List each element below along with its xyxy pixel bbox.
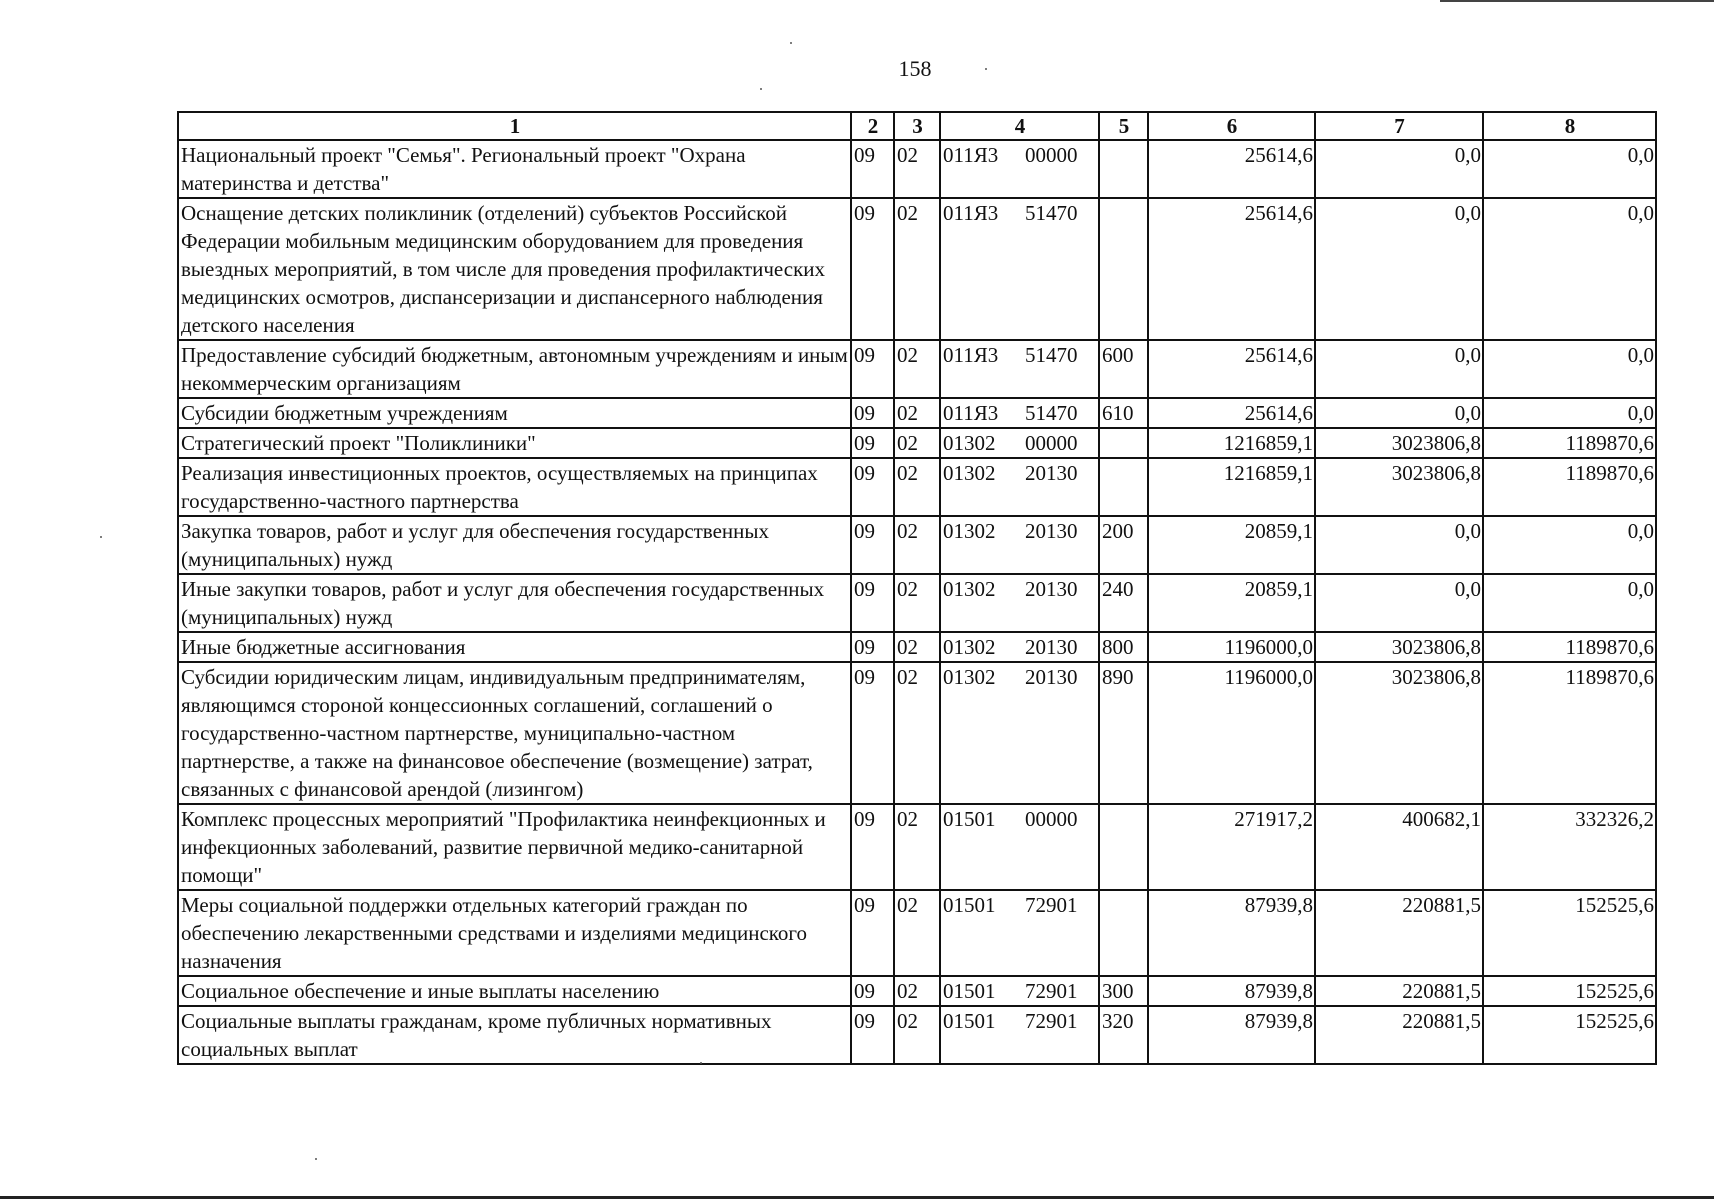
amount-col-8: 0,0 [1483,340,1656,398]
target-article-direction: 20130 [1025,577,1078,601]
table-row [178,1006,1656,1064]
target-article-code [940,976,1099,1006]
target-article-code [940,428,1099,458]
target-article-code [940,198,1099,340]
scan-speck [790,42,792,44]
scan-speck [760,88,762,90]
target-article-direction: 00000 [1025,807,1078,831]
scan-edge-line [1440,0,1714,2]
header-col-8: 8 [1483,112,1656,140]
target-article-direction: 20130 [1025,461,1078,485]
target-article-code [940,890,1099,976]
target-article-code [940,458,1099,516]
subsection-code: 02 [894,398,940,428]
subsection-code: 02 [894,890,940,976]
scan-speck [700,1062,702,1064]
table-row [178,804,1656,890]
subsection-code: 02 [894,662,940,804]
table-row [178,632,1656,662]
amount-col-8: 1189870,6 [1483,428,1656,458]
budget-table [177,111,1657,1065]
amount-col-8: 0,0 [1483,516,1656,574]
row-name: Национальный проект "Семья". Региональный проект "Охрана материнства и детства" [178,140,851,198]
target-article-program: 01302 [943,635,996,659]
amount-col-8: 332326,2 [1483,804,1656,890]
subsection-code: 02 [894,976,940,1006]
table-row [178,198,1656,340]
expense-type-code: 240 [1099,574,1148,632]
scan-speck [100,536,102,538]
row-name: Социальное обеспечение и иные выплаты населению [178,976,851,1006]
row-name: Оснащение детских поликлиник (отделений) субъектов Российской Федерации мобильным медицинским оборудованием для проведения выездных мероприятий, в том числе для проведения профилактических медицинских осмотров, диспансеризации и диспансерного наблюдения детского населения [178,198,851,340]
header-col-4: 4 [940,112,1099,140]
subsection-code: 02 [894,458,940,516]
section-code: 09 [851,428,894,458]
table-row [178,890,1656,976]
amount-col-7: 220881,5 [1315,1006,1483,1064]
section-code: 09 [851,140,894,198]
amount-col-7: 220881,5 [1315,890,1483,976]
table-row [178,140,1656,198]
target-article-program: 01501 [943,979,996,1003]
amount-col-7: 400682,1 [1315,804,1483,890]
table-row [178,976,1656,1006]
row-name: Комплекс процессных мероприятий "Профилактика неинфекционных и инфекционных заболеваний, развитие первичной медико-санитарной помощи" [178,804,851,890]
amount-col-6: 87939,8 [1148,1006,1315,1064]
subsection-code: 02 [894,340,940,398]
expense-type-code: 300 [1099,976,1148,1006]
subsection-code: 02 [894,428,940,458]
target-article-code [940,632,1099,662]
row-name: Предоставление субсидий бюджетным, автономным учреждениям и иным некоммерческим организациям [178,340,851,398]
amount-col-6: 25614,6 [1148,198,1315,340]
amount-col-6: 25614,6 [1148,398,1315,428]
scan-speck [315,1158,317,1160]
target-article-program: 01302 [943,577,996,601]
section-code: 09 [851,804,894,890]
target-article-direction: 51470 [1025,201,1078,225]
target-article-code [940,1006,1099,1064]
section-code: 09 [851,890,894,976]
amount-col-6: 25614,6 [1148,140,1315,198]
table-row [178,458,1656,516]
target-article-direction: 72901 [1025,1009,1078,1033]
subsection-code: 02 [894,140,940,198]
amount-col-6: 1196000,0 [1148,662,1315,804]
subsection-code: 02 [894,804,940,890]
amount-col-7: 3023806,8 [1315,662,1483,804]
scan-speck [985,68,987,70]
amount-col-6: 1216859,1 [1148,428,1315,458]
header-col-3: 3 [894,112,940,140]
row-name: Социальные выплаты гражданам, кроме публичных нормативных социальных выплат [178,1006,851,1064]
target-article-program: 01501 [943,893,996,917]
amount-col-7: 0,0 [1315,516,1483,574]
amount-col-7: 0,0 [1315,140,1483,198]
row-name: Субсидии бюджетным учреждениям [178,398,851,428]
target-article-direction: 20130 [1025,665,1078,689]
amount-col-8: 152525,6 [1483,976,1656,1006]
section-code: 09 [851,340,894,398]
amount-col-8: 152525,6 [1483,890,1656,976]
header-col-6: 6 [1148,112,1315,140]
amount-col-8: 1189870,6 [1483,662,1656,804]
row-name: Стратегический проект "Поликлиники" [178,428,851,458]
section-code: 09 [851,458,894,516]
target-article-program: 01302 [943,431,996,455]
subsection-code: 02 [894,198,940,340]
target-article-code [940,140,1099,198]
expense-type-code: 600 [1099,340,1148,398]
amount-col-6: 87939,8 [1148,976,1315,1006]
target-article-program: 01302 [943,665,996,689]
target-article-code [940,340,1099,398]
target-article-program: 011Я3 [943,401,999,425]
header-col-2: 2 [851,112,894,140]
table-row [178,340,1656,398]
target-article-direction: 20130 [1025,519,1078,543]
target-article-code [940,804,1099,890]
target-article-program: 011Я3 [943,143,999,167]
amount-col-8: 0,0 [1483,140,1656,198]
target-article-program: 01501 [943,1009,996,1033]
amount-col-8: 152525,6 [1483,1006,1656,1064]
amount-col-7: 3023806,8 [1315,458,1483,516]
target-article-code [940,574,1099,632]
expense-type-code [1099,804,1148,890]
row-name: Иные закупки товаров, работ и услуг для обеспечения государственных (муниципальных) нужд [178,574,851,632]
amount-col-8: 0,0 [1483,574,1656,632]
header-col-5: 5 [1099,112,1148,140]
row-name: Меры социальной поддержки отдельных категорий граждан по обеспечению лекарственными средствами и изделиями медицинского назначения [178,890,851,976]
row-name: Иные бюджетные ассигнования [178,632,851,662]
expense-type-code [1099,428,1148,458]
expense-type-code [1099,458,1148,516]
amount-col-7: 0,0 [1315,398,1483,428]
header-row [178,112,1656,140]
amount-col-8: 0,0 [1483,198,1656,340]
row-name: Закупка товаров, работ и услуг для обеспечения государственных (муниципальных) нужд [178,516,851,574]
target-article-direction: 20130 [1025,635,1078,659]
amount-col-6: 25614,6 [1148,340,1315,398]
target-article-direction: 51470 [1025,343,1078,367]
target-article-program: 01302 [943,519,996,543]
table-row [178,574,1656,632]
subsection-code: 02 [894,632,940,662]
expense-type-code: 800 [1099,632,1148,662]
target-article-code [940,662,1099,804]
amount-col-7: 0,0 [1315,574,1483,632]
amount-col-6: 20859,1 [1148,574,1315,632]
amount-col-6: 1196000,0 [1148,632,1315,662]
amount-col-6: 271917,2 [1148,804,1315,890]
expense-type-code: 610 [1099,398,1148,428]
target-article-code [940,516,1099,574]
amount-col-8: 0,0 [1483,398,1656,428]
amount-col-6: 1216859,1 [1148,458,1315,516]
amount-col-7: 0,0 [1315,198,1483,340]
expense-type-code [1099,140,1148,198]
amount-col-6: 20859,1 [1148,516,1315,574]
target-article-direction: 00000 [1025,143,1078,167]
target-article-direction: 72901 [1025,979,1078,1003]
header-col-7: 7 [1315,112,1483,140]
expense-type-code: 200 [1099,516,1148,574]
table-row [178,398,1656,428]
section-code: 09 [851,1006,894,1064]
target-article-direction: 72901 [1025,893,1078,917]
section-code: 09 [851,976,894,1006]
amount-col-7: 3023806,8 [1315,632,1483,662]
target-article-program: 011Я3 [943,201,999,225]
section-code: 09 [851,198,894,340]
section-code: 09 [851,398,894,428]
amount-col-7: 220881,5 [1315,976,1483,1006]
page-number: 158 [898,56,932,81]
expense-type-code [1099,198,1148,340]
table-row [178,428,1656,458]
expense-type-code: 320 [1099,1006,1148,1064]
subsection-code: 02 [894,574,940,632]
amount-col-8: 1189870,6 [1483,458,1656,516]
amount-col-7: 0,0 [1315,340,1483,398]
subsection-code: 02 [894,1006,940,1064]
row-name: Субсидии юридическим лицам, индивидуальным предпринимателям, являющимся стороной концессионных соглашений, соглашений о государственно-частном партнерстве, муниципально-частном партнерстве, а также на финансовое обеспечение (возмещение) затрат, связанных с финансовой арендой (лизингом) [178,662,851,804]
table-row [178,516,1656,574]
target-article-direction: 51470 [1025,401,1078,425]
subsection-code: 02 [894,516,940,574]
expense-type-code: 890 [1099,662,1148,804]
amount-col-7: 3023806,8 [1315,428,1483,458]
amount-col-6: 87939,8 [1148,890,1315,976]
scan-bottom-edge [0,1196,1714,1199]
section-code: 09 [851,574,894,632]
target-article-program: 01302 [943,461,996,485]
target-article-program: 011Я3 [943,343,999,367]
table-row [178,662,1656,804]
section-code: 09 [851,662,894,804]
target-article-direction: 00000 [1025,431,1078,455]
header-col-1: 1 [178,112,851,140]
section-code: 09 [851,632,894,662]
target-article-program: 01501 [943,807,996,831]
target-article-code [940,398,1099,428]
section-code: 09 [851,516,894,574]
expense-type-code [1099,890,1148,976]
amount-col-8: 1189870,6 [1483,632,1656,662]
row-name: Реализация инвестиционных проектов, осуществляемых на принципах государственно-частного партнерства [178,458,851,516]
